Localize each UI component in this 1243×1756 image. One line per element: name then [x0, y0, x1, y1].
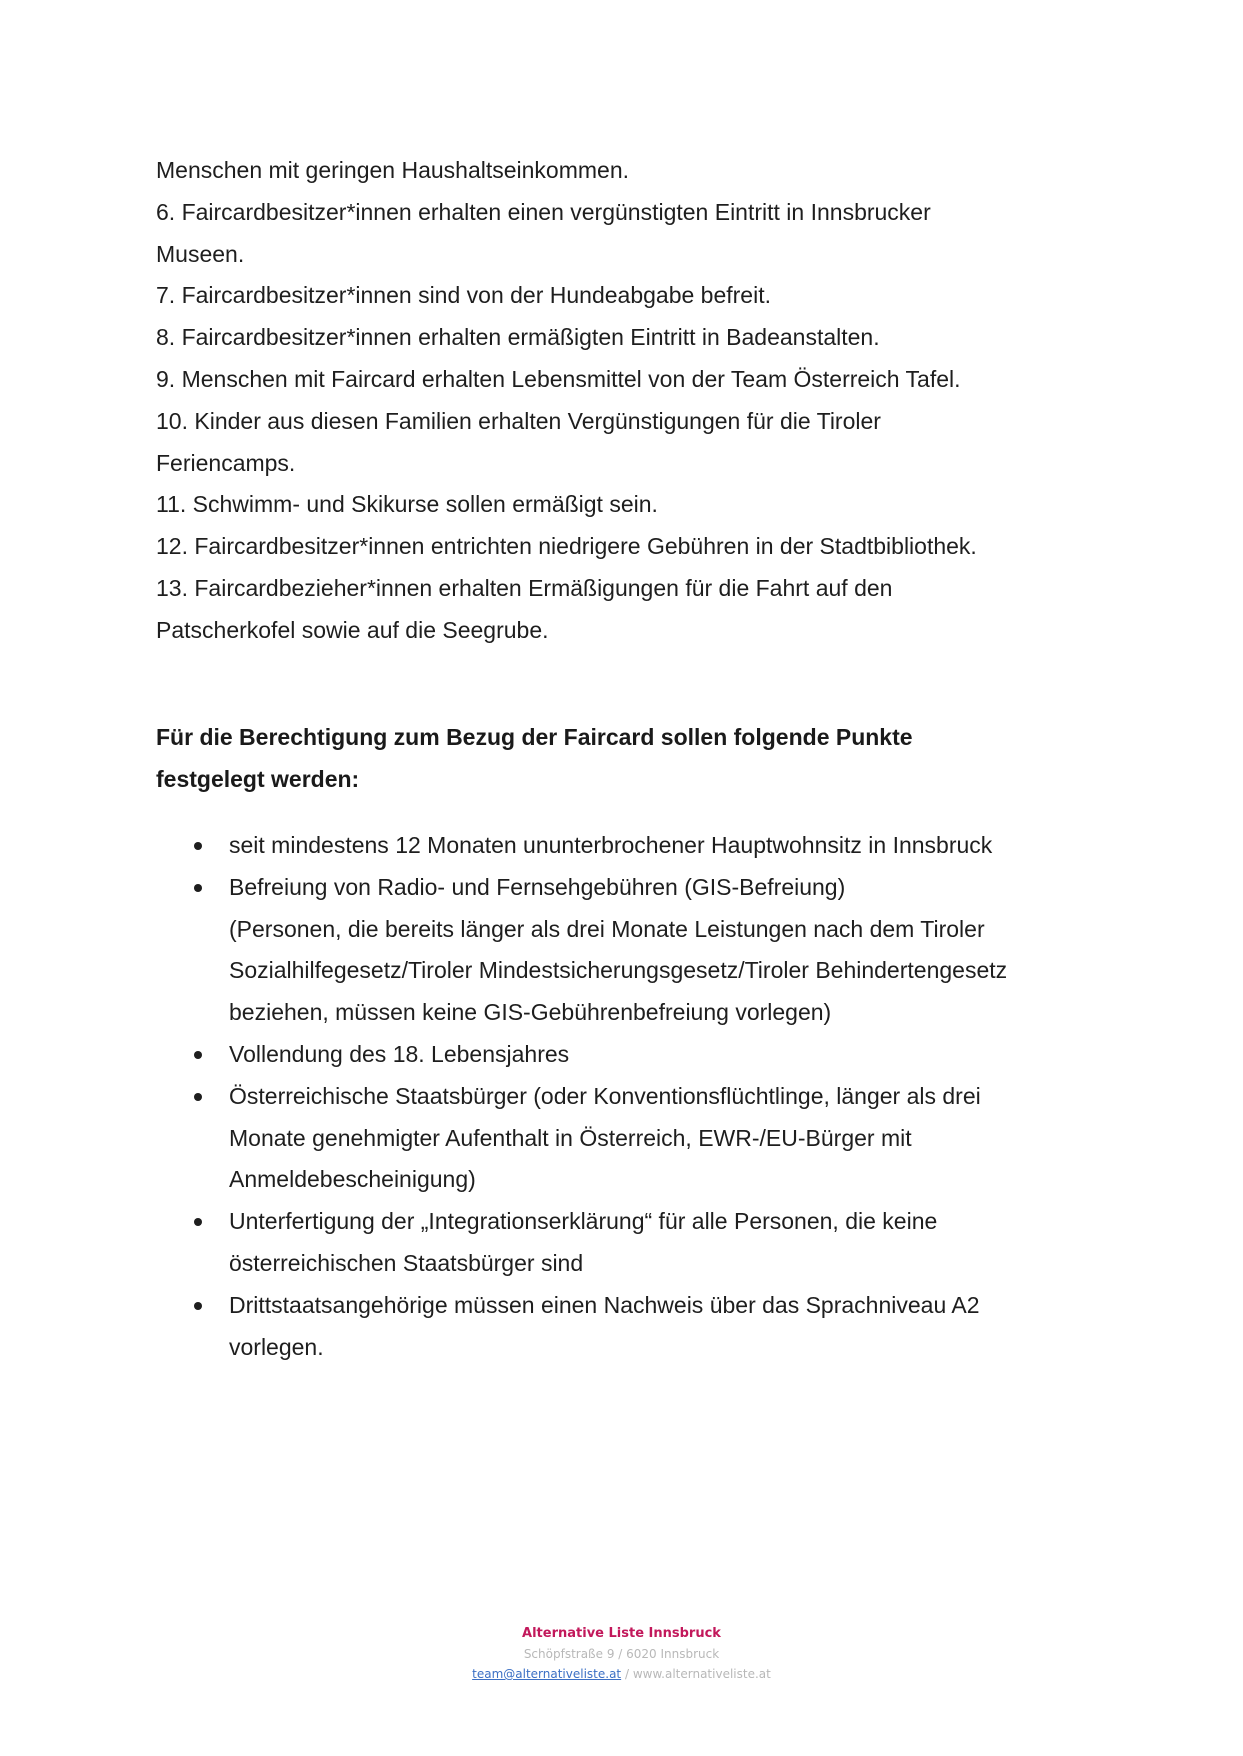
list-item-line: seit mindestens 12 Monaten ununterbrochener Hauptwohnsitz in Innsbruck [229, 832, 993, 858]
intro-line: 10. Kinder aus diesen Familien erhalten Vergünstigungen für die Tiroler [156, 407, 881, 434]
list-item-line: (Personen, die bereits länger als drei Monate Leistungen nach dem Tiroler [229, 915, 985, 942]
bullet-dot-icon [194, 842, 202, 850]
list-item [156, 825, 1096, 867]
footer-website-link[interactable]: www.alternativeliste.at [632, 1667, 771, 1681]
bullet-dot-icon [194, 1218, 202, 1226]
intro-line: 9. Menschen mit Faircard erhalten Lebensmittel von der Team Österreich Tafel. [156, 365, 961, 392]
list-item-line: Anmeldebescheinigung) [229, 1166, 476, 1193]
list-item [156, 867, 1096, 1034]
list-item-line: Österreichische Staatsbürger (oder Konventionsflüchtlinge, länger als drei [229, 1082, 981, 1109]
list-item [156, 1076, 1096, 1201]
intro-line: 13. Faircardbezieher*innen erhalten Ermäßigungen für die Fahrt auf den [156, 574, 893, 601]
intro-line: Feriencamps. [156, 449, 296, 476]
intro-line: 6. Faircardbesitzer*innen erhalten einen vergünstigten Eintritt in Innsbrucker [156, 198, 931, 225]
list-item-line: vorlegen. [229, 1333, 324, 1360]
list-item-line: Sozialhilfegesetz/Tiroler Mindestsicherungsgesetz/Tiroler Behindertengesetz [229, 957, 1008, 984]
list-item-line: Vollendung des 18. Lebensjahres [229, 1040, 570, 1067]
footer-email-link[interactable]: team@alternativeliste.at [472, 1667, 622, 1681]
bullet-dot-icon [194, 884, 202, 892]
intro-line: 12. Faircardbesitzer*innen entrichten niedrigere Gebühren in der Stadtbibliothek. [156, 533, 977, 560]
page-footer [0, 1624, 1243, 1684]
list-item-line: Drittstaatsangehörige müssen einen Nachweis über das Sprachniveau A2 [229, 1291, 980, 1318]
intro-line: 8. Faircardbesitzer*innen erhalten ermäßigten Eintritt in Badeanstalten. [156, 324, 880, 351]
intro-line: Menschen mit geringen Haushaltseinkommen. [156, 157, 630, 183]
bullet-dot-icon [194, 1051, 202, 1059]
footer-organization: Alternative Liste Innsbruck [522, 1626, 721, 1641]
heading-line: festgelegt werden: [156, 765, 360, 792]
eligibility-list [156, 825, 1096, 1368]
footer-separator: / [621, 1667, 633, 1681]
list-item-line: beziehen, müssen keine GIS-Gebührenbefreiung vorlegen) [229, 999, 832, 1026]
intro-line: Patscherkofel sowie auf die Seegrube. [156, 616, 549, 643]
footer-address: Schöpfstraße 9 / 6020 Innsbruck [523, 1647, 720, 1661]
list-item [156, 1285, 1096, 1369]
intro-line: 11. Schwimm- und Skikurse sollen ermäßigt sein. [156, 491, 658, 518]
bullet-dot-icon [194, 1302, 202, 1310]
heading-line: Für die Berechtigung zum Bezug der Faircard sollen folgende Punkte [156, 724, 913, 750]
list-item [156, 1201, 1096, 1285]
intro-list [156, 150, 1096, 652]
list-item-line: Monate genehmigter Aufenthalt in Österreich, EWR-/EU-Bürger mit [229, 1124, 912, 1151]
bullet-dot-icon [194, 1093, 202, 1101]
list-item-line: Befreiung von Radio- und Fernsehgebühren (GIS-Befreiung) [229, 873, 846, 900]
intro-line: Museen. [156, 240, 245, 267]
list-item-line: österreichischen Staatsbürger sind [229, 1249, 584, 1276]
list-item-line: Unterfertigung der „Integrationserklärung“ für alle Personen, die keine [229, 1208, 938, 1235]
footer-contact [0, 1664, 1243, 1684]
intro-line: 7. Faircardbesitzer*innen sind von der Hundeabgabe befreit. [156, 282, 771, 309]
section-heading [156, 717, 1096, 801]
list-item [156, 1034, 1096, 1076]
